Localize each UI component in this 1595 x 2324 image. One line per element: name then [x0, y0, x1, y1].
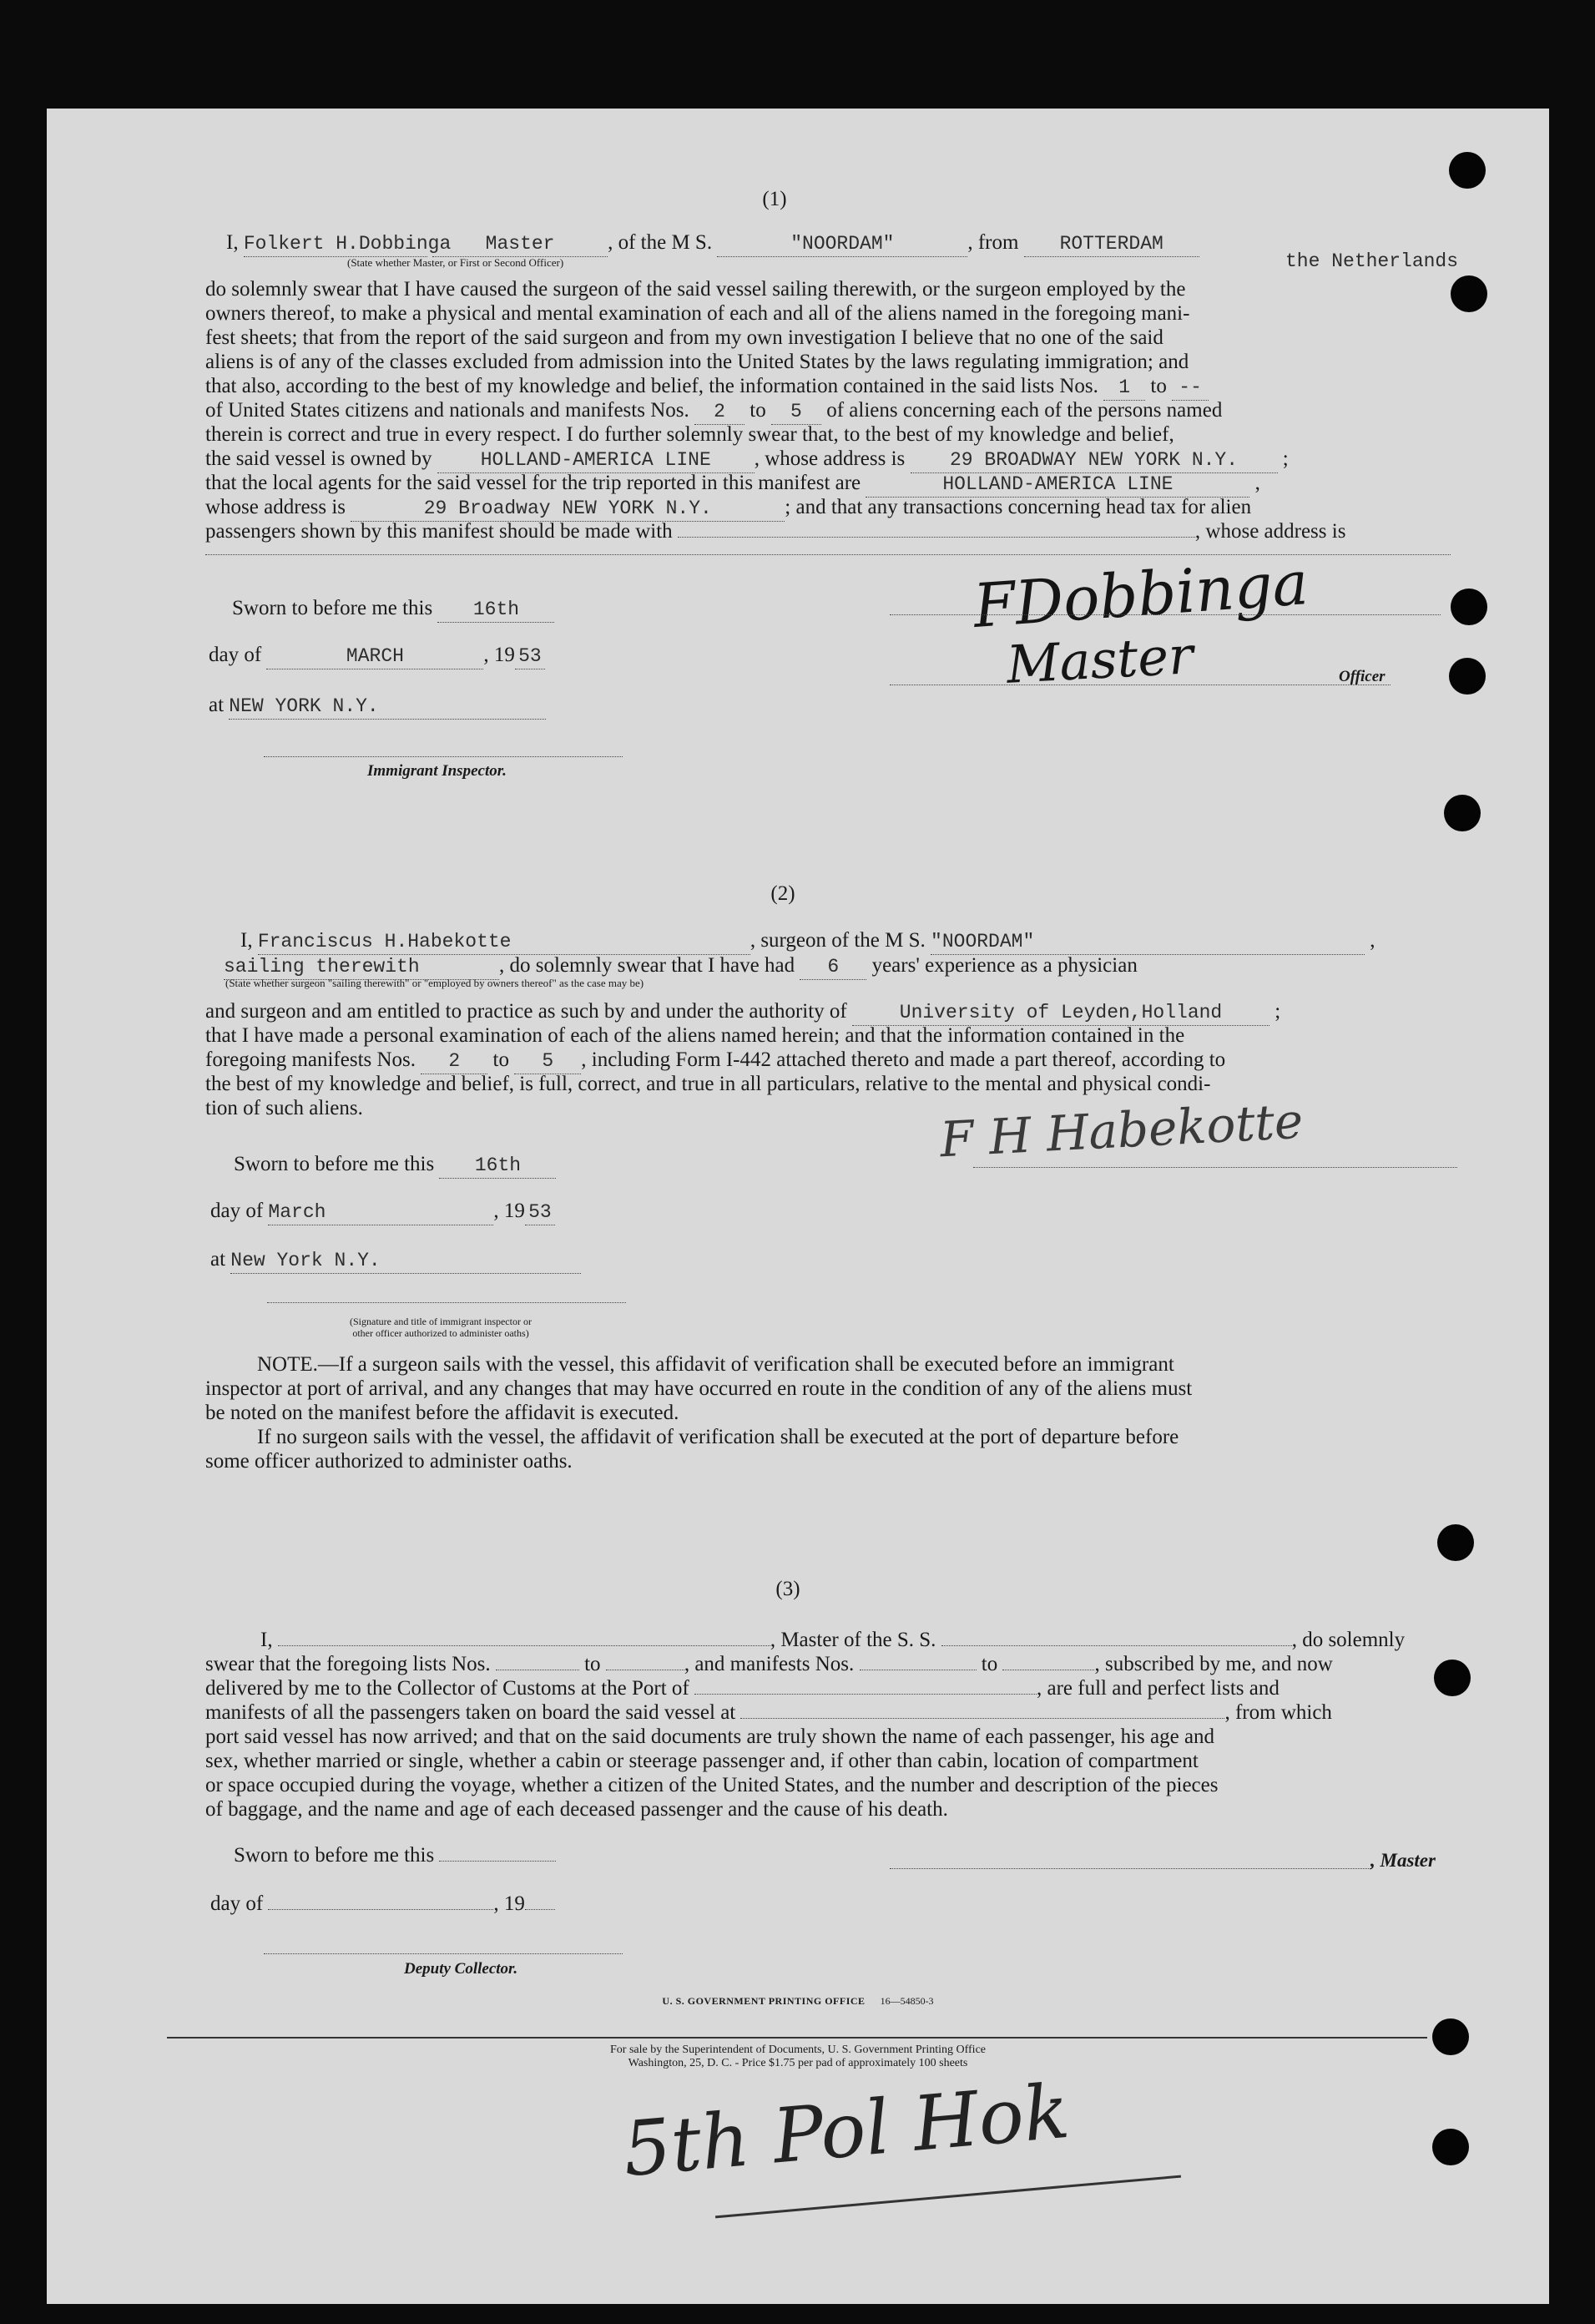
owner-label: the said vessel is owned by [205, 447, 432, 470]
from-label: , from [967, 231, 1019, 254]
month-blank [268, 1909, 493, 1910]
sworn-place-field: NEW YORK N.Y. [229, 695, 546, 720]
section-3-body-3: or space occupied during the voyage, whether a citizen of the United States, and the number and description of the pieces [205, 1774, 1219, 1796]
section-1-owner-line: the said vessel is owned by HOLLAND-AMERICA LINE , whose address is 29 BROADWAY NEW YORK N.Y. ; [205, 447, 1457, 473]
sworn-year-field: 53 [525, 1200, 555, 1225]
section-2-aliens-line: tion of such aliens. [205, 1097, 363, 1119]
manifests-label: , and manifests Nos. [684, 1653, 855, 1675]
section-2-at-line [210, 1247, 1462, 1274]
section-2-number: (2) [770, 882, 795, 905]
i-prefix: I, [226, 231, 239, 254]
bottom-handwritten-note: 5th Pol Hok [619, 2067, 1073, 2195]
manifests-suffix: , including Form I-442 attached thereto and made a part thereof, according to [581, 1048, 1226, 1071]
to-label: to [492, 1048, 509, 1071]
master-signature: FDobbinga [971, 548, 1311, 641]
year-prefix: , 19 [493, 1892, 525, 1915]
ship-prefix: M S. [671, 231, 713, 254]
section-1-correct-line: therein is correct and true in every respect. I do further solemnly swear that, to the best of my knowledge and belief, [205, 423, 1174, 446]
lists-from-field: 1 [1103, 376, 1145, 401]
manifests-to-field: 5 [514, 1049, 581, 1074]
surgeon-of-label: , surgeon of the [750, 929, 880, 952]
manifests-from-field: 2 [421, 1049, 487, 1074]
sworn-year-field: 53 [515, 644, 545, 669]
at-label: at [209, 694, 225, 716]
rank-field: Master [432, 232, 608, 257]
collector-caption: Deputy Collector. [404, 1960, 518, 1978]
section-1-agents-line: that the local agents for the said vessel for the trip reported in this manifest are HOLLAND-AMERICA LINE , [205, 471, 1457, 498]
from-port-field: ROTTERDAM [1024, 232, 1199, 257]
lists-to-field: -- [1172, 376, 1209, 401]
section-3-number: (3) [775, 1578, 800, 1600]
punch-hole [1449, 152, 1486, 189]
section-2-line-1: I, Franciscus H.Habekotte , surgeon of the M S. "NOORDAM" , [205, 928, 1457, 955]
note-line-3: be noted on the manifest before the affidavit is executed. [205, 1402, 679, 1424]
sworn-label: Sworn to before me this [234, 1844, 435, 1867]
manifests-label: foregoing manifests Nos. [205, 1048, 416, 1071]
sworn-label: Sworn to before me this [234, 1153, 435, 1175]
master-signature-line [890, 614, 1441, 615]
sale-line-1: For sale by the Superintendent of Documents, U. S. Government Printing Office [610, 2044, 986, 2056]
boarded-at-label: manifests of all the passengers taken on board the said vessel at [205, 1701, 736, 1724]
owner-field: HOLLAND-AMERICA LINE [437, 448, 755, 473]
sworn-day-field: 16th [439, 1154, 556, 1179]
section-1-lists-line [205, 374, 1457, 401]
section-1-body-1: do solemnly swear that I have caused the surgeon of the said vessel sailing therewith, or the surgeon employed by the [205, 278, 1186, 301]
collector-line [264, 1953, 623, 1954]
passengers-label: passengers shown by this manifest should be made with [205, 520, 673, 543]
to-label: to [981, 1653, 998, 1675]
years-suffix: years' experience as a physician [871, 954, 1138, 977]
i-prefix: I, [260, 1629, 273, 1651]
ship-name-field: "NOORDAM" [717, 232, 967, 257]
section-2-belief-line: the best of my knowledge and belief, is full, correct, and true in all particulars, relative to the mental and physical condi- [205, 1073, 1211, 1095]
section-1-body-2: owners thereof, to make a physical and mental examination of each and all of the aliens named in the foregoing mani- [205, 302, 1190, 325]
sworn-label: Sworn to before me this [232, 597, 433, 619]
boarded-at-blank [740, 1718, 1224, 1719]
section-3-body-2: sex, whether married or single, whether a cabin or steerage passenger and, if other than cabin, location of compartment [205, 1750, 1199, 1772]
punch-hole [1437, 1524, 1474, 1561]
master-caption: , Master [1370, 1850, 1436, 1871]
printer-line [589, 1995, 1007, 2008]
section-3-sworn-line [234, 1843, 1486, 1867]
port-blank [694, 1694, 1037, 1695]
rank-caption: (State whether Master, or First or Second Officer) [347, 256, 564, 269]
note-line-2: inspector at port of arrival, and any changes that may have occurred en route in the condition of any of the aliens must [205, 1377, 1193, 1400]
no-surgeon-line-1: If no surgeon sails with the vessel, the affidavit of verification shall be executed at the port of departure before [257, 1426, 1179, 1448]
section-1-passengers-line [205, 519, 1457, 543]
section-1-body-4: aliens is of any of the classes excluded from admission into the United States by the laws regulating immigration; and [205, 351, 1189, 373]
day-of-label: day of [210, 1200, 264, 1222]
surgeon-signature-line [973, 1167, 1457, 1168]
section-2-day-of-line [210, 1199, 1462, 1225]
sworn-month-field: March [268, 1200, 493, 1225]
section-2-inspector-line [267, 1302, 626, 1303]
manifests-from-field: 2 [694, 400, 745, 425]
officer-caption: Officer [1339, 668, 1386, 685]
printer-code: 16—54850-3 [880, 1995, 934, 2007]
owner-address-label: , whose address is [754, 447, 906, 470]
punch-hole [1432, 2129, 1469, 2165]
section-2-exam-line: that I have made a personal examination of each of the aliens named herein; and that the information contained in the [205, 1024, 1185, 1047]
sworn-place-field: New York N.Y. [230, 1249, 581, 1274]
master-title-signature: Master [1005, 624, 1195, 695]
agent-address-field: 29 Broadway NEW YORK N.Y. [351, 497, 785, 522]
section-1-at-line [209, 693, 1461, 720]
punch-hole [1432, 2018, 1469, 2055]
years-field: 6 [800, 955, 866, 980]
section-1-body-3: fest sheets; that from the report of the said surgeon and from my own investigation I believe that no one of the said [205, 326, 1163, 349]
section-2-sig-caption-2: other officer authorized to administer oaths) [352, 1327, 529, 1339]
from-which-label: , from which [1224, 1701, 1332, 1724]
section-3-line-3 [205, 1676, 1457, 1700]
sworn-day-field: 16th [437, 598, 554, 623]
lists-text: that also, according to the best of my knowledge and belief, the information contained in the said lists Nos. [205, 375, 1098, 397]
inspector-caption: Immigrant Inspector. [367, 762, 507, 780]
section-3-line-2 [205, 1652, 1457, 1676]
year-blank [525, 1909, 555, 1910]
section-1-line-1 [205, 230, 1457, 257]
manifest-sheet [47, 109, 1549, 2304]
footer-rule [167, 2037, 1427, 2039]
printer-office: U. S. GOVERNMENT PRINTING OFFICE [662, 1995, 866, 2007]
subscribed-label: , subscribed by me, and now [1094, 1653, 1333, 1675]
sworn-day-blank [439, 1861, 556, 1862]
bottom-scrawl-stroke [715, 2175, 1181, 2219]
passengers-suffix: , whose address is [1194, 520, 1346, 543]
swear-text: , do solemnly swear that I have had [499, 954, 795, 977]
section-3-line-4 [205, 1700, 1457, 1725]
lists-perfect-label: , are full and perfect lists and [1037, 1677, 1280, 1700]
solemnly-label: , do solemnly [1291, 1629, 1406, 1651]
passengers-blank [678, 537, 1195, 538]
note-label: NOTE. [257, 1353, 318, 1376]
owner-address-field: 29 BROADWAY NEW YORK N.Y. [911, 448, 1278, 473]
ship-blank [941, 1645, 1292, 1646]
no-surgeon-line-2: some officer authorized to administer oaths. [205, 1450, 573, 1473]
section-1-agent-address-line [205, 495, 1457, 522]
from-country-field: the Netherlands [1285, 250, 1459, 272]
manifests-text: of United States citizens and nationals and manifests Nos. [205, 399, 689, 422]
collector-port-label: delivered by me to the Collector of Customs at the Port of [205, 1677, 689, 1700]
year-prefix: , 19 [493, 1200, 525, 1222]
status-caption: (State whether surgeon "sailing therewith" or "employed by owners thereof" as the case may be) [225, 977, 644, 989]
master-blank [278, 1645, 770, 1646]
note-line-1 [257, 1352, 1457, 1377]
ship-prefix: M S. [885, 929, 926, 952]
surgeon-status-field: sailing therewith [224, 955, 499, 980]
section-3-day-of-line [210, 1892, 1462, 1916]
inspector-signature-line [264, 756, 623, 757]
note-text: —If a surgeon sails with the vessel, this affidavit of verification shall be executed before an immigrant [317, 1353, 1174, 1376]
surgeon-name-field: Franciscus H.Habekotte [258, 930, 750, 955]
to-label: to [584, 1653, 601, 1675]
section-2-manifests-line [205, 1048, 1457, 1074]
section-1-number: (1) [762, 188, 787, 210]
manifests-to-field: 5 [771, 400, 821, 425]
to-label: to [750, 399, 766, 422]
section-1-day-of-line [209, 643, 1461, 669]
sale-line-2: Washington, 25, D. C. - Price $1.75 per pad of approximately 100 sheets [628, 2057, 968, 2069]
section-3-line-1 [205, 1628, 1457, 1652]
at-label: at [210, 1248, 226, 1271]
agent-address-label: whose address is [205, 496, 346, 518]
lists-label: swear that the foregoing lists Nos. [205, 1653, 491, 1675]
of-the-label: , of the [608, 231, 667, 254]
i-prefix: I, [240, 929, 253, 952]
section-3-body-1: port said vessel has now arrived; and that on the said documents are truly shown the name of each passenger, his age and [205, 1725, 1215, 1748]
to-label: to [1150, 375, 1167, 397]
agents-field: HOLLAND-AMERICA LINE [866, 472, 1249, 498]
section-2-sworn-line [234, 1152, 1486, 1179]
section-2-authority-line: and surgeon and am entitled to practice as such by and under the authority of University of Leyden,Holland ; [205, 999, 1457, 1026]
authority-label: and surgeon and am entitled to practice as such by and under the authority of [205, 1000, 847, 1023]
master-line [890, 1868, 1370, 1869]
master-of-label: , Master of the S. S. [770, 1629, 936, 1651]
head-tax-text: ; and that any transactions concerning head tax for alien [785, 496, 1252, 518]
section-1-manifests-line [205, 398, 1457, 425]
section-2-sig-caption-1: (Signature and title of immigrant inspector or [350, 1316, 532, 1327]
year-prefix: , 19 [483, 644, 515, 666]
agents-label: that the local agents for the said vessel for the trip reported in this manifest are [205, 472, 861, 494]
day-of-label: day of [209, 644, 262, 666]
sworn-month-field: MARCH [266, 644, 483, 669]
surgeon-signature: F H Habekotte [938, 1092, 1305, 1169]
punch-hole [1444, 795, 1481, 831]
day-of-label: day of [210, 1892, 264, 1915]
master-name-field: Folkert H.Dobbinga [244, 232, 427, 257]
manifests-suffix: of aliens concerning each of the persons named [826, 399, 1223, 422]
section-3-body-4: of baggage, and the name and age of each deceased passenger and the cause of his death. [205, 1798, 948, 1821]
ship-name-field: "NOORDAM" [931, 930, 1365, 955]
authority-field: University of Leyden,Holland [852, 1001, 1269, 1026]
